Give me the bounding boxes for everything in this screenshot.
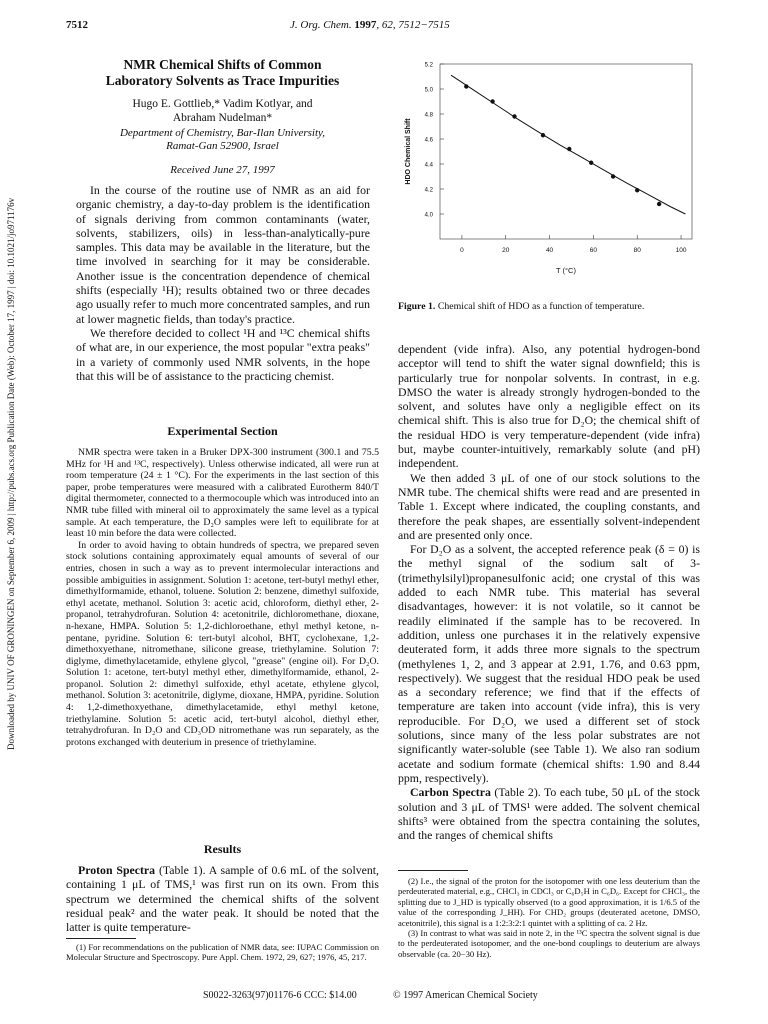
intro-paragraph: In the course of the routine use of NMR as an aid for organic chemistry, a day-to-day problem is the identification of signals deriving from common contaminants (water, solvents, stabilizers, oils) in less-than-analytically-pure samples. This data may be available in the literature, but the time involved in searching for it may be considerable. Another issue is the concentration dependence of chemical shifts (especially ¹H); results obtained two or three decades ago usually refer to much more concentrated samples, and run at lower magnetic fields, than today's practice. xyxy=(76,183,370,326)
footnotes-right xyxy=(398,876,700,959)
article-title xyxy=(66,57,379,89)
body-paragraph: dependent (vide infra). Also, any potential hydrogen-bond acceptor will tend to shift the water signal downfield; this is particularly true for nonpolar solvents. In contrast, in e.g. DMSO the water is already strongly hydrogen-bonded to the solvent, and solutes have only a negligible effect on its chemical shift. This is also true for D₂O; the chemical shift of the residual HDO is very temperature-dependent (vide infra) but, maybe counter-intuitively, remarkably solute (and pH) independent. xyxy=(398,342,700,471)
y-tick-label: 4.6 xyxy=(424,137,433,144)
experimental-section xyxy=(66,447,379,748)
y-axis-label: HDO Chemical Shift xyxy=(405,118,412,185)
title-line-1: NMR Chemical Shifts of Common xyxy=(123,57,322,72)
x-axis-label: T (°C) xyxy=(556,266,576,275)
data-point xyxy=(657,202,661,206)
introduction xyxy=(76,183,370,383)
body-paragraph: For D₂O as a solvent, the accepted reference peak (δ = 0) is the methyl signal of the sodium salt of 3-(trimethylsilyl)propanesulfonic acid; one crystal of this was added to each NMR tube. This material has several disadvantages, however: it is not volatile, so it cannot be readily eliminated if the sample has to be recovered. In addition, unless one purchases it in the relatively expensive deuterated form, it adds three more signals to the spectrum (methylenes 1, 2, and 3 appear at 2.91, 1.76, and 0.63 ppm, respectively). We suggest that the residual HDO peak be used as a secondary reference; we find that if the effects of temperature are taken into account (vide infra), this is very reproducible. For D₂O, we used a different set of stock solutions, since many of the less polar substrates are not significantly water-soluble (see Table 1). We also ran sodium acetate and sodium formate (chemical shifts: 1.90 and 8.44 ppm, respectively). xyxy=(398,542,700,785)
side-note-text: Downloaded by UNIV OF GRONINGEN on September 6, 2009 | http://pubs.acs.org Publication Date (Web): October 17, 1997 | doi: 10.1021/jo971176v xyxy=(6,197,16,750)
y-tick-label: 4.0 xyxy=(424,212,433,219)
download-side-note xyxy=(0,197,30,770)
footnote-text: (2) I.e., the signal of the proton for the isotopomer with one less deuterium than the perdeuterated material, e.g., CHCl₃ in CDCl₃ or C₆D₅H in C₆D₆. Except for CHCl₃, the splitting due to J_HD is typically observed (to a good approximation, it is 1/6.5 of the value of the corresponding J_HH). For CHD₂ groups (deuterated acetone, DMSO, acetonitrile), this signal is a 1:2:3:2:1 quintet with a splitting of ca. 2 Hz. xyxy=(398,876,700,928)
results-section xyxy=(66,863,379,934)
y-tick-label: 5.0 xyxy=(424,87,433,94)
x-tick-label: 80 xyxy=(633,247,641,254)
authors xyxy=(66,97,379,125)
data-point xyxy=(464,84,468,88)
affiliation xyxy=(66,127,379,153)
y-tick-label: 4.8 xyxy=(424,112,433,119)
authors-line-1: Hugo E. Gottlieb,* Vadim Kotlyar, and xyxy=(132,98,313,110)
affiliation-line-1: Department of Chemistry, Bar-Ilan University, xyxy=(119,127,326,139)
data-point xyxy=(567,147,571,151)
body-paragraph: We then added 3 μL of one of our stock solutions to the NMR tube. The chemical shifts were read and are presented in Table 1. Except where indicated, the coupling constants, and therefore the peak shapes, are essentially solvent-independent and are presented only once. xyxy=(398,470,700,542)
x-tick-label: 0 xyxy=(460,247,464,254)
footnote-text: (1) For recommendations on the publication of NMR data, see: IUPAC Commission on Molecular Structure and Spectroscopy. Pure Appl. Chem. 1972, 29, 627; 1976, 45, 217. xyxy=(66,942,379,963)
plot-frame xyxy=(440,64,692,239)
footnote-text: (3) In contrast to what was said in note 2, in the ¹³C spectra the solvent signal is due to the perdeuterated isotopomer, and the one-bond couplings to deuterium are always observable (ca. 20−30 Hz). xyxy=(398,928,700,959)
data-point xyxy=(589,161,593,165)
fit-curve xyxy=(451,75,685,214)
experimental-paragraph: In order to avoid having to obtain hundreds of spectra, we prepared seven stock solutions containing approximately equal amounts of several of our entries, chosen in such a way as to prevent intermolecular interactions and possible ambiguities in assignment. Solution 1: acetone, tert-butyl methyl ether, dimethylformamide, ethanol, toluene. Solution 2: benzene, dimethyl sulfoxide, ethyl acetate, methanol. Solution 3: acetic acid, chloroform, diethyl ether, 2-propanol, tetrahydrofuran. Solution 4: acetonitrile, dichloromethane, dioxane, n-hexane, HMPA. Solution 5: 1,2-dichloroethane, ethyl methyl ketone, n-pentane, pyridine. Solution 6: tert-butyl alcohol, BHT, cyclohexane, 1,2-dimethoxyethane, nitromethane, silicone grease, triethylamine. Solution 7: diglyme, dimethylacetamide, ethylene glycol, "grease" (engine oil). For D₂O. Solution 1: acetone, tert-butyl methyl ether, dimethylformamide, ethanol, 2-propanol. Solution 2: dimethyl sulfoxide, ethyl acetate, ethylene glycol, methanol. Solution 3: acetonitrile, diglyme, dioxane, HMPA, pyridine. Solution 4: 1,2-dimethoxyethane, dimethylacetamide, ethyl methyl ketone, triethylamine. Solution 5: acetic acid, tert-butyl alcohol, diethyl ether, tetrahydrofuran. In D₂O and CD₃OD nitromethane was run separately, as the protons exchanged with deuterium in presence of triethylamine. xyxy=(66,539,379,748)
data-point xyxy=(611,174,615,178)
data-point xyxy=(490,99,494,103)
x-tick-label: 100 xyxy=(675,247,687,254)
footnote-rule xyxy=(398,870,468,871)
results-paragraph: Proton Spectra (Table 1). A sample of 0.6 mL of the solvent, containing 1 μL of TMS,¹ was first run on its own. From this spectrum we determined the chemical shifts of the solvent residual peak² and the water peak. It should be noted that the latter is quite temperature- xyxy=(66,863,379,935)
footnote-rule xyxy=(66,938,136,939)
y-tick-label: 4.2 xyxy=(424,187,433,194)
x-tick-label: 20 xyxy=(502,247,510,254)
experimental-heading: Experimental Section xyxy=(167,424,278,438)
body-paragraph: Carbon Spectra (Table 2). To each tube, 50 μL of the stock solution and 3 μL of TMS¹ were added. The solvent chemical shifts³ were obtained from the spectra containing the solutes, and the ranges of chemical shifts xyxy=(398,785,700,843)
figure-caption: Figure 1. Chemical shift of HDO as a function of temperature. xyxy=(398,301,645,312)
x-tick-label: 60 xyxy=(589,247,598,254)
received-date: Received June 27, 1997 xyxy=(170,164,275,176)
footer-issn: S0022-3263(97)01176-6 CCC: $14.00 xyxy=(203,990,357,1001)
y-tick-label: 4.4 xyxy=(424,162,433,169)
plot-area xyxy=(405,63,692,276)
footer-copyright: © 1997 American Chemical Society xyxy=(393,990,538,1001)
intro-paragraph: We therefore decided to collect ¹H and ¹³C chemical shifts of what are, in our experience, the most popular "extra peaks" in a variety of commonly used NMR solvents, in the hope that this will be of assistance to the practicing chemist. xyxy=(76,325,370,383)
y-tick-label: 5.2 xyxy=(424,62,433,69)
data-point xyxy=(541,133,545,137)
journal-citation: J. Org. Chem. 1997, 62, 7512−7515 xyxy=(290,19,450,31)
data-point xyxy=(635,188,639,192)
experimental-paragraph: NMR spectra were taken in a Bruker DPX-300 instrument (300.1 and 75.5 MHz for ¹H and ¹³C, respectively). Unless otherwise indicated, all were run at room temperature (24 ± 1 °C). For the experiments in the last section of this paper, probe temperatures were measured with a calibrated Eurotherm 840/T digital thermometer, connected to a thermocouple which was introduced into an NMR tube filled with mineral oil to approximately the same level as a typical sample. At each temperature, the D₂O samples were left to equilibrate for at least 10 min before the data were collected. xyxy=(66,447,379,540)
hdo-shift-chart xyxy=(396,56,706,296)
footnote-1 xyxy=(66,942,379,963)
results-heading: Results xyxy=(203,842,242,856)
x-tick-label: 40 xyxy=(545,247,554,254)
affiliation-line-2: Ramat-Gan 52900, Israel xyxy=(166,140,279,152)
title-line-2: Laboratory Solvents as Trace Impurities xyxy=(105,73,340,88)
page-number: 7512 xyxy=(66,19,88,31)
right-column-text xyxy=(398,342,700,842)
authors-line-2: Abraham Nudelman* xyxy=(172,112,273,124)
data-point xyxy=(512,114,516,118)
